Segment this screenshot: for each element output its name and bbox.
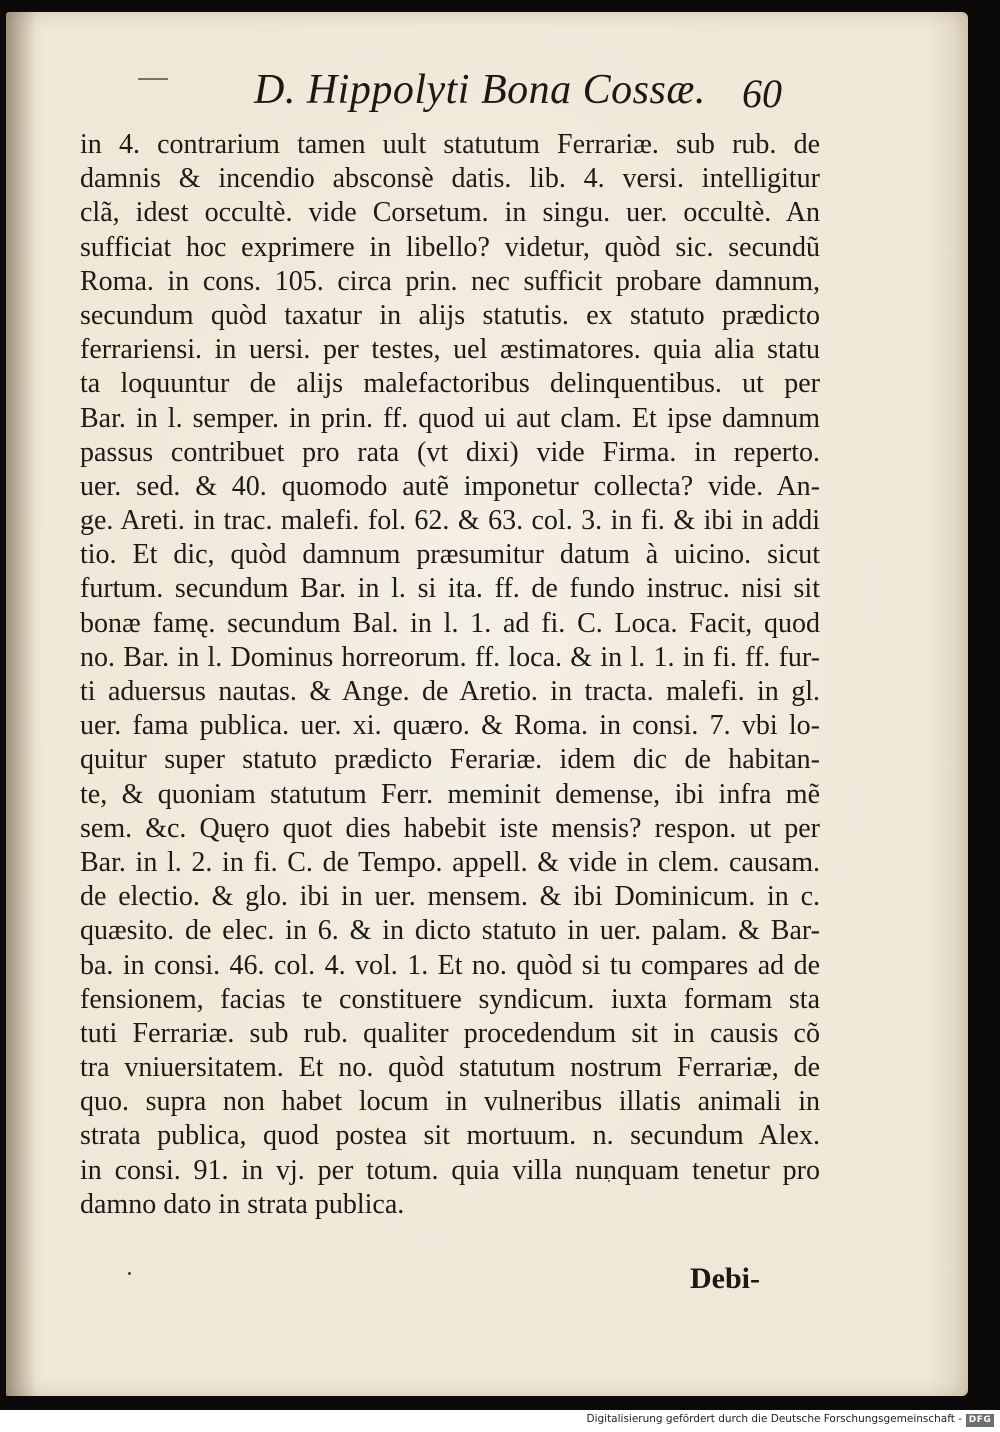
text-line: sufficiat hoc exprimere in libello? videtur, quòd sic. secundũ <box>80 231 820 263</box>
text-line: ferrariensi. in uersi. per testes, uel æstimatores. quia alia statu <box>80 334 820 366</box>
text-line: quo. supra non habet locum in vulneribus illatis animali in <box>80 1086 820 1118</box>
digitization-footer <box>0 1410 1000 1432</box>
catchword: Debi- <box>690 1262 760 1295</box>
text-line-last: damno dato in strata publica. <box>80 1188 405 1220</box>
text-line: te, & quoniam statutum Ferr. meminit demense, ibi infra mẽ <box>80 778 820 810</box>
body-text <box>80 128 820 1222</box>
text-line: furtum. secundum Bar. in l. si ita. ff. de fundo instruc. nisi sit <box>80 573 820 605</box>
text-line: tio. Et dic, quòd damnum præsumitur datum à uicino. sicut <box>80 539 820 571</box>
text-line: Roma. in cons. 105. circa prin. nec sufficit probare damnum, <box>80 265 820 297</box>
text-line: clã, idest occultè. vide Corsetum. in singu. uer. occultè. An <box>80 197 820 229</box>
text-line: tra vniuersitatem. Et no. quòd statutum nostrum Ferrariæ, de <box>80 1052 820 1084</box>
page-number: 60 <box>742 71 782 116</box>
text-line: quæsito. de elec. in 6. & in dicto statuto in uer. palam. & Bar- <box>80 915 820 947</box>
text-line: ti aduersus nautas. & Ange. de Aretio. in tracta. malefi. in gl. <box>80 676 820 707</box>
running-header <box>0 66 1000 126</box>
text-line: in 4. contrarium tamen uult statutum Ferrariæ. sub rub. de <box>80 129 820 160</box>
text-line: tuti Ferrariæ. sub rub. qualiter procedendum sit in causis cõ <box>80 1017 820 1049</box>
text-line: Bar. in l. 2. in fi. C. de Tempo. appell. & vide in clem. causam. <box>80 846 820 878</box>
running-title: D. Hippolyti Bona Cossæ. <box>254 67 706 113</box>
dfg-logo-icon: DFG <box>966 1414 994 1427</box>
text-line: no. Bar. in l. Dominus horreorum. ff. loca. & in l. 1. in fi. ff. fur- <box>80 641 820 673</box>
text-line: fensionem, facias te constituere syndicum. iuxta formam sta <box>80 983 820 1015</box>
funding-credit: Digitalisierung gefördert durch die Deutsche Forschungsgemeinschaft - <box>586 1413 962 1425</box>
header-dash <box>138 78 168 80</box>
text-line: de electio. & glo. ibi in uer. mensem. & ibi Dominicum. in c. <box>80 881 820 913</box>
text-line: uer. sed. & 40. quomodo autẽ imponetur collecta? vide. An- <box>80 470 820 502</box>
text-line: ba. in consi. 46. col. 4. vol. 1. Et no. quòd si tu compares ad de <box>80 949 820 981</box>
text-line: in consi. 91. in vj. per totum. quia villa nunquam tenetur pro <box>80 1154 820 1186</box>
text-line: bonæ famę. secundum Bal. in l. 1. ad fi. C. Loca. Facit, quod <box>80 607 820 639</box>
text-line: secundum quòd taxatur in alijs statutis. ex statuto prædicto <box>80 299 820 331</box>
text-line: strata publica, quod postea sit mortuum. n. secundum Alex. <box>80 1120 820 1152</box>
text-line: passus contribuet pro rata (vt dixi) vide Firma. in reperto. <box>80 436 820 468</box>
text-line: ge. Areti. in trac. malefi. fol. 62. & 63. col. 3. in fi. & ibi in addi <box>80 505 820 537</box>
text-line: damnis & incendio absconsè datis. lib. 4. versi. intelligitur <box>80 163 820 195</box>
ink-speck <box>128 1272 131 1275</box>
text-line: sem. &c. Quęro quot dies habebit iste mensis? respon. ut per <box>80 812 820 844</box>
text-line: Bar. in l. semper. in prin. ff. quod ui aut clam. Et ipse damnum <box>80 402 820 434</box>
text-line: ta loquuntur de alijs malefactoribus delinquentibus. ut per <box>80 368 820 400</box>
text-line: uer. fama publica. uer. xi. quæro. & Roma. in consi. 7. vbi lo- <box>80 710 820 742</box>
text-line: quitur super statuto prædicto Ferariæ. idem dic de habitan- <box>80 744 820 776</box>
